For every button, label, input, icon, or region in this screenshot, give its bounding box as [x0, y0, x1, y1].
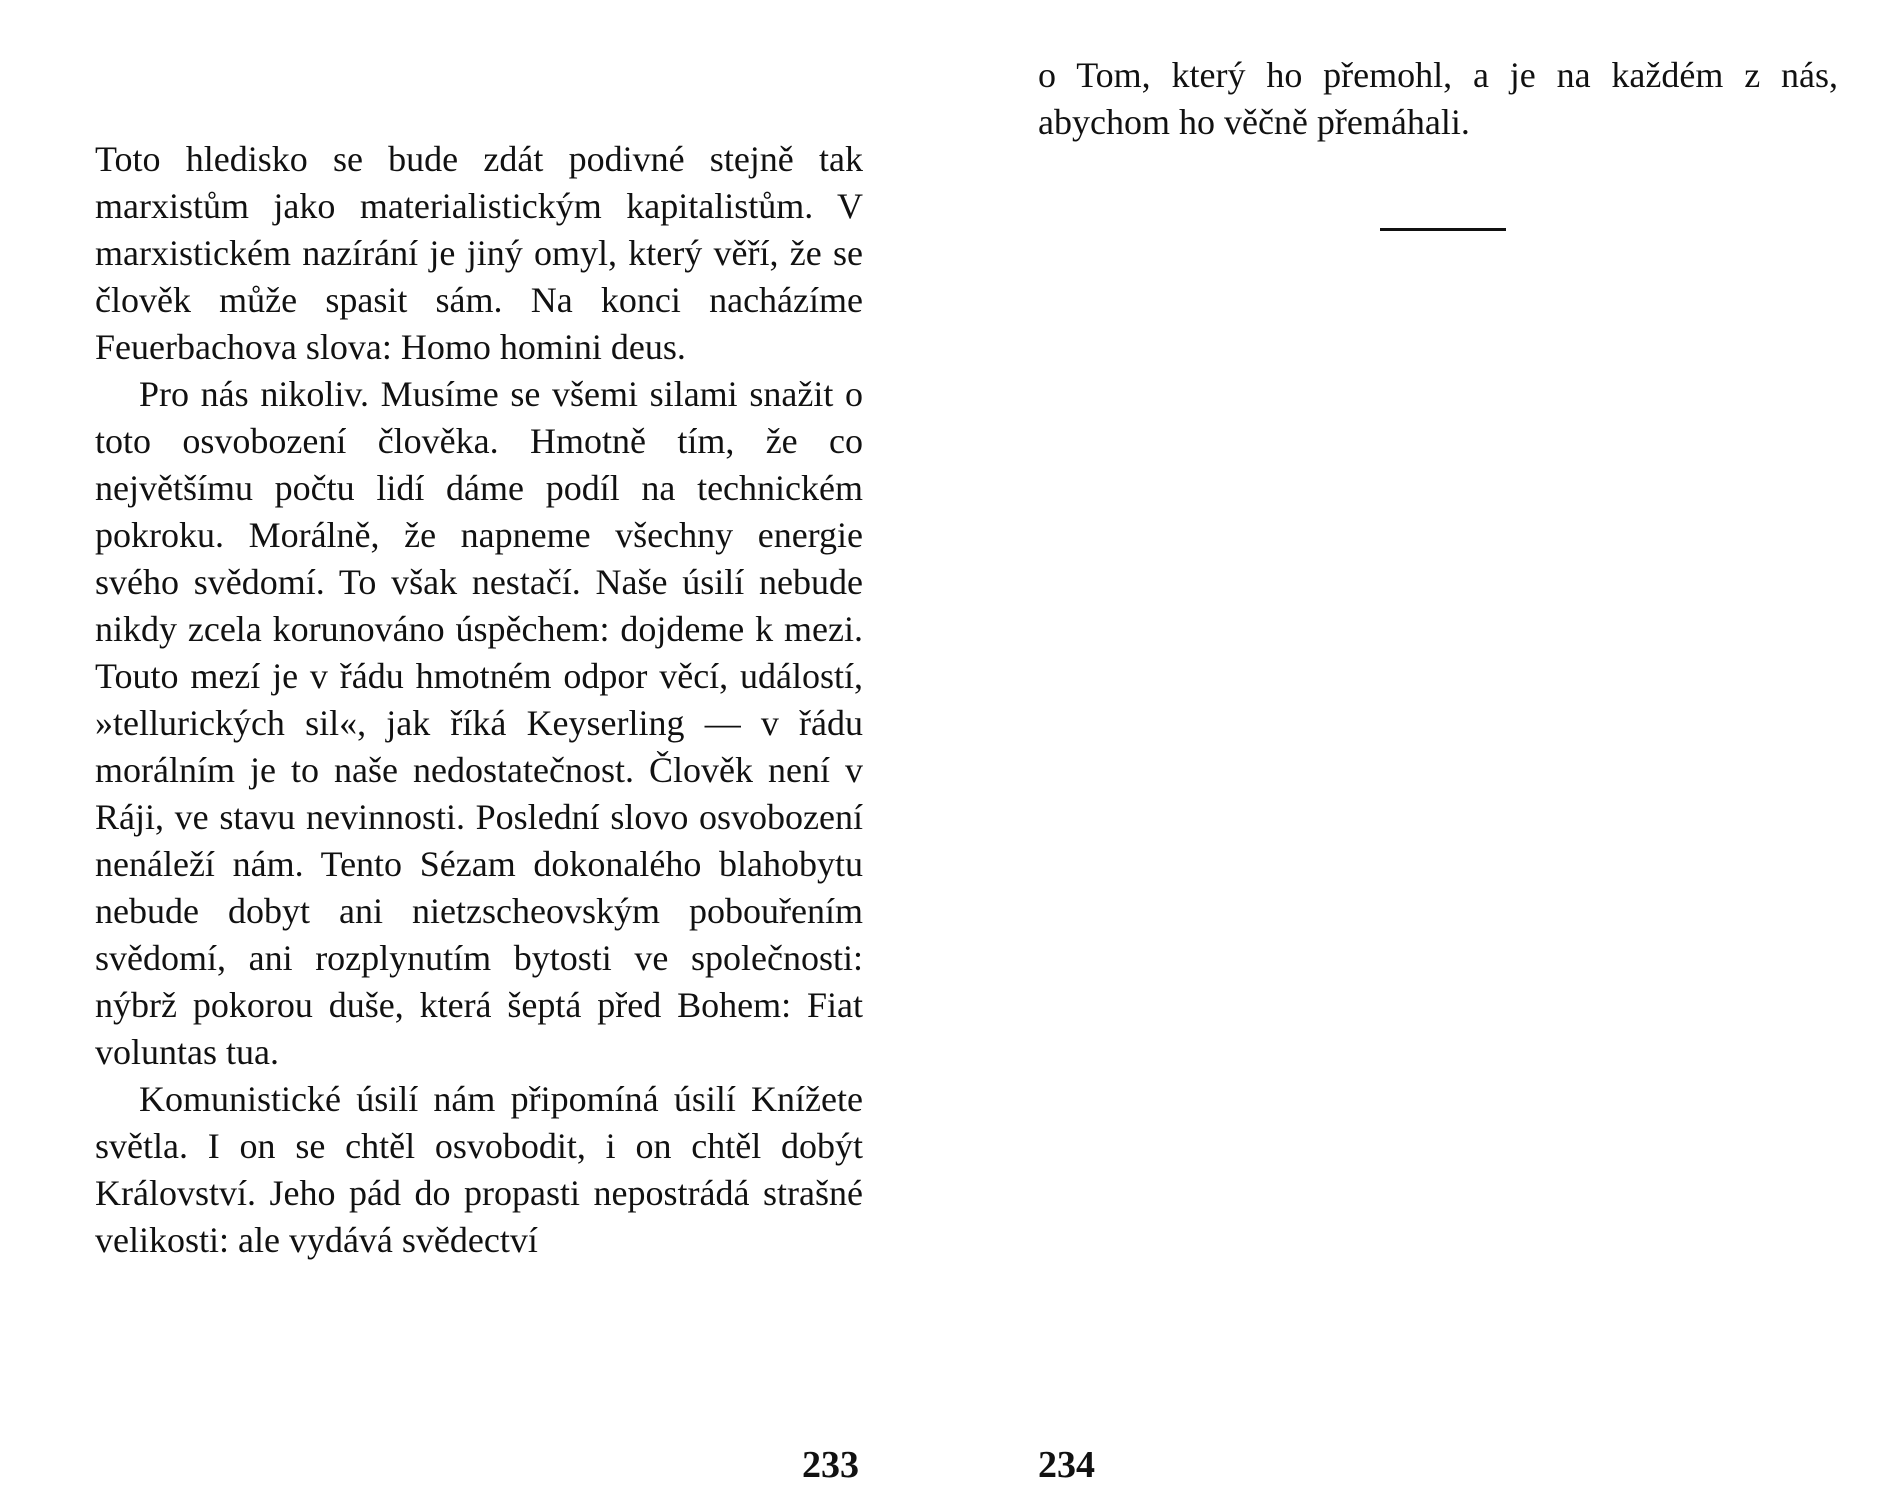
right-page [1038, 0, 1838, 1500]
left-page-text [95, 136, 863, 1264]
paragraph-2: Pro nás nikoliv. Musíme se všemi silami snažit o toto osvobození člověka. Hmotně tím, že co největšímu počtu lidí dáme podíl na technickém pokroku. Morálně, že napneme všechny energie svého svědomí. To však nestačí. Naše úsilí nebude nikdy zcela korunováno úspěchem: dojdeme k mezi. Touto mezí je v řádu hmotném odpor věcí, událostí, »tellurických sil«, jak říká Keyserling — v řádu morálním je to naše nedostatečnost. Člověk není v Ráji, ve stavu nevinnosti. Poslední slovo osvobození nenáleží nám. Tento Sézam dokonalého blahobytu nebude dobyt ani nietzscheovským pobouřením svědomí, ani rozplynutím bytosti ve společnosti: nýbrž pokorou duše, která šeptá před Bohem: Fiat voluntas tua. [95, 374, 863, 1072]
page-number-right: 234 [1038, 1444, 1095, 1486]
section-end-rule [1380, 228, 1506, 231]
paragraph-1: Toto hledisko se bude zdát podivné stejně tak marxistům jako materialistickým kapitalistům. V marxistickém nazírání je jiný omyl, který věří, že se člověk může spasit sám. Na konci nacházíme Feuerbachova slova: Homo homini deus. [95, 139, 863, 367]
right-page-text [1038, 52, 1838, 146]
paragraph-3: Komunistické úsilí nám připomíná úsilí Knížete světla. I on se chtěl osvobodit, i on chtěl dobýt Království. Jeho pád do propasti nepostrádá strašné velikosti: ale vydává svědectví [95, 1079, 863, 1260]
left-page [95, 0, 863, 1500]
paragraph-continuation: o Tom, který ho přemohl, a je na každém z nás, abychom ho věčně přemáhali. [1038, 55, 1838, 142]
page-number-left: 233 [802, 1444, 859, 1486]
